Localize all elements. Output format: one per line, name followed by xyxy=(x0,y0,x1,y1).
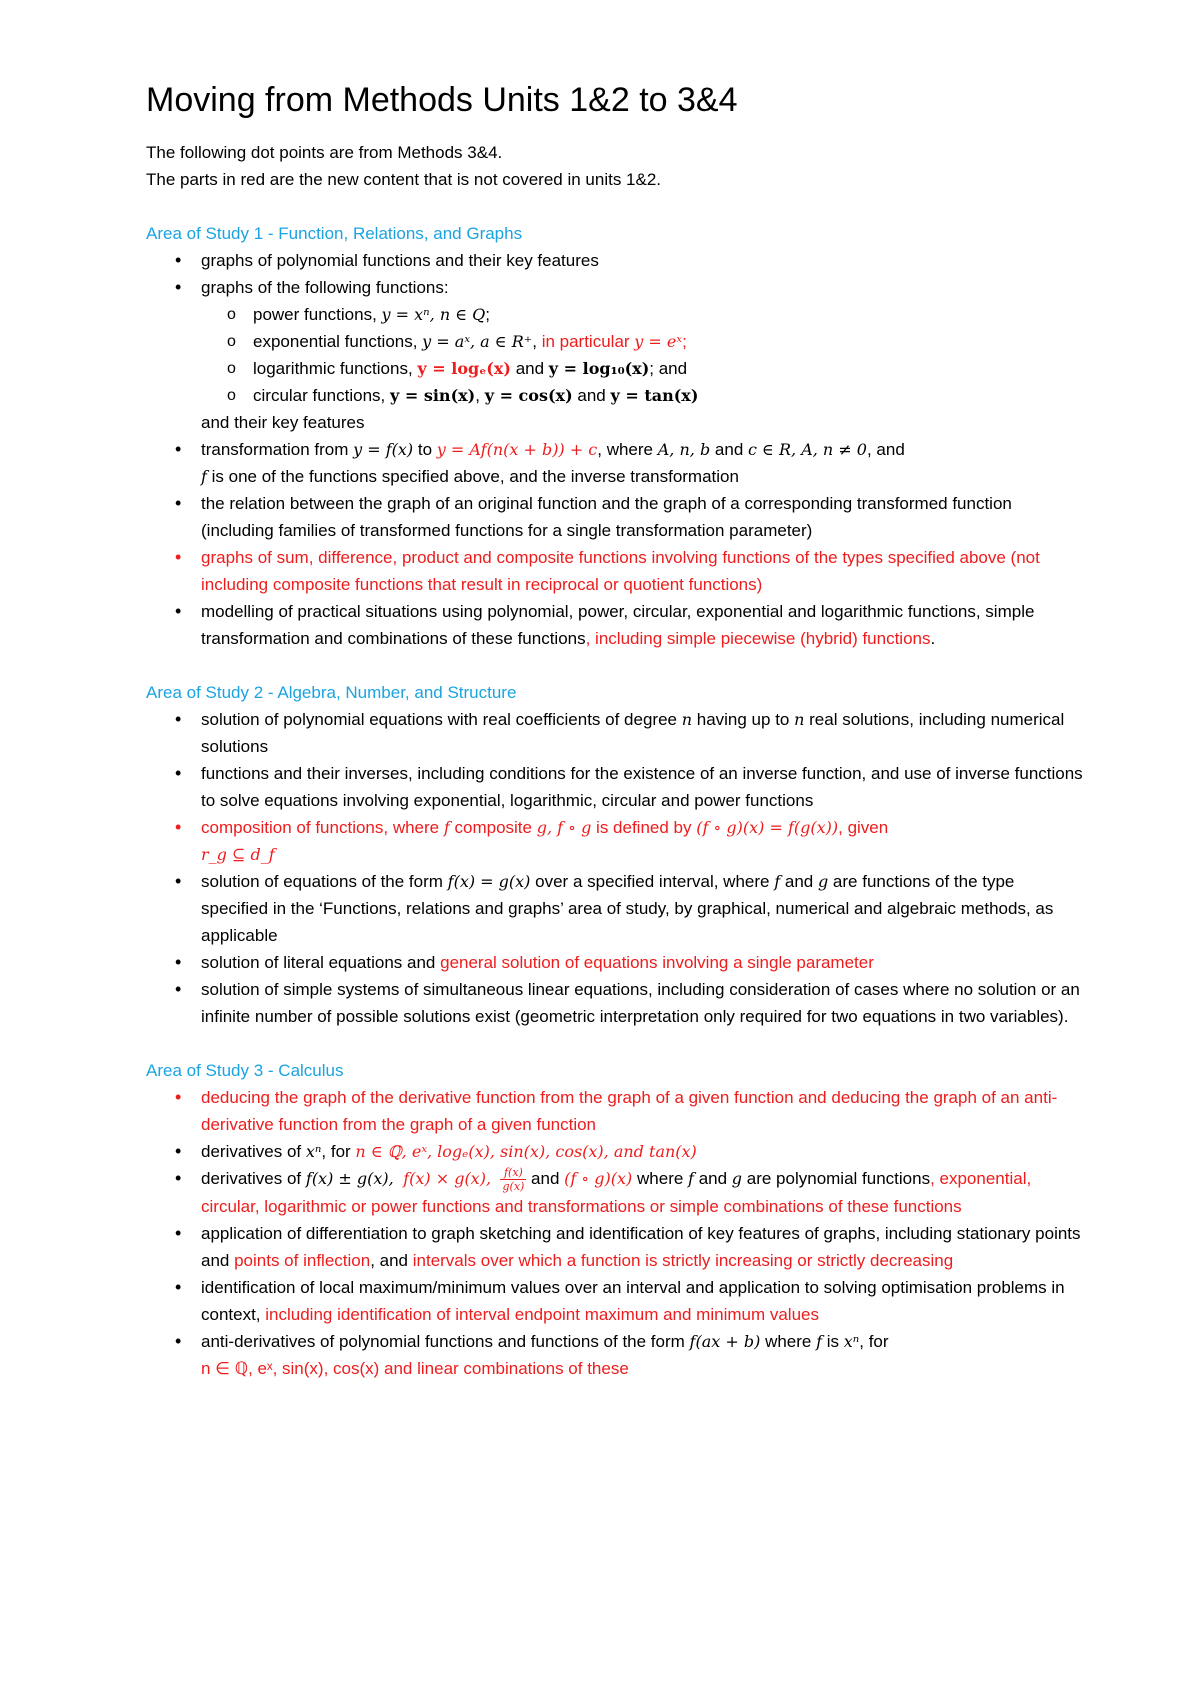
sublist-item xyxy=(253,301,1086,328)
text: , xyxy=(475,385,485,405)
text: ; and xyxy=(649,358,688,378)
math: g xyxy=(817,871,829,891)
aos1-list xyxy=(146,247,1086,652)
text: over a specified interval, where xyxy=(530,871,775,891)
text: are functions of the type specified in the ‘Functions, relations and graphs’ area of study, by graphical, numerical and algebraic methods, as applicable xyxy=(201,871,1054,945)
math: y = tan(x) xyxy=(610,385,699,405)
math: f xyxy=(774,871,781,891)
document-page xyxy=(146,80,1086,1382)
math: f(ax + b) xyxy=(689,1331,761,1351)
new-content-text: , exponential, circular, logarithmic or power functions and transformations or simple combinations of these functions xyxy=(201,1168,1032,1216)
new-content-text: general solution of equations involving a single parameter xyxy=(440,952,874,972)
list-item-text: graphs of the following functions: xyxy=(201,277,449,297)
text: solution of equations of the form xyxy=(201,871,448,891)
math: n xyxy=(794,709,805,729)
text: derivatives of xyxy=(201,1168,306,1188)
list-item xyxy=(201,1138,1086,1165)
math: y = f(x) xyxy=(353,439,414,459)
text: logarithmic functions, xyxy=(253,358,418,378)
text: is defined by xyxy=(591,817,697,837)
list-item: • functions and their inverses, including conditions for the existence of an inverse function, and use of inverse functions to solve equations involving exponential, logarithmic, circular and power functions xyxy=(201,760,1086,814)
text: anti-derivatives of polynomial functions and functions of the form xyxy=(201,1331,690,1351)
math: y = log₁₀(x) xyxy=(548,358,650,378)
text: and xyxy=(572,385,611,405)
list-item xyxy=(201,598,1086,652)
text: is xyxy=(822,1331,844,1351)
text: . xyxy=(930,628,936,648)
math: f xyxy=(201,466,207,486)
text: to xyxy=(413,439,437,459)
new-content-math: y = logₑ(x) xyxy=(417,358,511,378)
math: g xyxy=(731,1168,743,1188)
text: application of differentiation to graph sketching and identification of key features of graphs, including stationary points and xyxy=(201,1223,1081,1270)
aos1-heading: Area of Study 1 - Function, Relations, and Graphs xyxy=(146,223,523,243)
text: and xyxy=(710,439,748,459)
text: and xyxy=(780,871,818,891)
text: where xyxy=(760,1331,817,1351)
fraction-denominator: g(x) xyxy=(502,1179,525,1193)
list-item-new-content: • graphs of sum, difference, product and composite functions involving functions of the types specified above (not including composite functions that result in reciprocal or quotient functions) xyxy=(201,544,1086,598)
text: and xyxy=(693,1168,732,1188)
list-item xyxy=(201,949,1086,976)
text: , for xyxy=(859,1331,889,1351)
text: identification of local maximum/minimum values over an interval and application to solving optimisation problems in context, xyxy=(201,1277,1065,1324)
text: and xyxy=(526,1168,565,1188)
text: , and xyxy=(866,439,905,459)
new-content-math: y = eˣ xyxy=(634,331,683,351)
list-item: • graphs of polynomial functions and their key features xyxy=(201,247,1086,274)
quotient-fraction xyxy=(500,1166,526,1193)
text: circular functions, xyxy=(253,385,390,405)
text: , for xyxy=(321,1141,356,1161)
math: f xyxy=(816,1331,823,1351)
list-item xyxy=(201,1328,1086,1382)
new-content-text: points of inflection xyxy=(234,1250,371,1270)
text: real solutions, including numerical solutions xyxy=(201,709,1065,756)
math: c ∈ R, A, n ≠ 0 xyxy=(748,439,867,459)
text: ; xyxy=(485,304,490,324)
text: solution of polynomial equations with real coefficients of degree xyxy=(201,709,682,729)
math: y = xⁿ, n ∈ Q xyxy=(381,304,486,324)
text: modelling of practical situations using polynomial, power, circular, exponential and logarithmic functions, simple transformation and combinations of these functions xyxy=(201,601,1035,648)
list-item: • solution of simple systems of simultaneous linear equations, including consideration of cases where no solution or an infinite number of possible solutions exist (geometric interpretation only required for two equations in two variables). xyxy=(201,976,1086,1030)
math: y = sin(x) xyxy=(390,385,476,405)
text: , given xyxy=(838,817,889,837)
text: , xyxy=(532,331,542,351)
new-content-text: n ∈ ℚ, eˣ, sin(x), cos(x) and linear combinations of these xyxy=(201,1358,629,1378)
list-item: • the relation between the graph of an original function and the graph of a corresponding transformed function (including families of transformed functions for a single transformation parameter) xyxy=(201,490,1086,544)
text: , and xyxy=(370,1250,413,1270)
new-content-math: f(x) × g(x), xyxy=(403,1168,492,1188)
math: g, f ∘ g xyxy=(536,817,592,837)
page-title: Moving from Methods Units 1&2 to 3&4 xyxy=(146,81,738,119)
text: ; xyxy=(682,331,687,351)
new-content-text: including identification of interval endpoint maximum and minimum values xyxy=(265,1304,819,1324)
math: f(x) ± g(x), xyxy=(305,1168,394,1188)
math: n xyxy=(681,709,693,729)
list-item xyxy=(201,274,1086,436)
math: f xyxy=(443,817,450,837)
math: xⁿ xyxy=(843,1331,860,1351)
aos2-heading: Area of Study 2 - Algebra, Number, and Structure xyxy=(146,682,517,702)
text: power functions, xyxy=(253,304,382,324)
text: are polynomial functions xyxy=(742,1168,931,1188)
list-item xyxy=(201,868,1086,949)
new-content-text: in particular xyxy=(541,331,635,351)
list-item xyxy=(201,706,1086,760)
aos3-heading: Area of Study 3 - Calculus xyxy=(146,1060,344,1080)
intro-line-1: The following dot points are from Methods 3&4. xyxy=(146,142,503,162)
list-item-tail: and their key features xyxy=(201,412,365,432)
math: f xyxy=(688,1168,694,1188)
sublist-item xyxy=(253,382,1086,409)
text: having up to xyxy=(692,709,795,729)
text: where xyxy=(632,1168,689,1188)
aos3-list xyxy=(146,1084,1086,1382)
intro-line-2: The parts in red are the new content that is not covered in units 1&2. xyxy=(146,169,662,189)
text: transformation from xyxy=(201,439,354,459)
text: composition of functions, where xyxy=(201,817,444,837)
list-item xyxy=(201,1274,1086,1328)
list-item-new-content xyxy=(201,814,1086,868)
text: , where xyxy=(597,439,658,459)
math: xⁿ xyxy=(305,1141,322,1161)
math: f(x) = g(x) xyxy=(447,871,531,891)
math: A, n, b xyxy=(657,439,711,459)
new-content-math: y = Af(n(x + b)) + c xyxy=(436,439,598,459)
list-item xyxy=(201,1165,1086,1220)
text: solution of literal equations and xyxy=(201,952,441,972)
text: derivatives of xyxy=(201,1141,306,1161)
new-content-text: intervals over which a function is strictly increasing or strictly decreasing xyxy=(412,1250,954,1270)
intro-text xyxy=(146,139,1086,193)
sublist-item xyxy=(253,355,1086,382)
math: (f ∘ g)(x) = f(g(x)) xyxy=(696,817,839,837)
list-item xyxy=(201,1220,1086,1274)
sublist-item xyxy=(253,328,1086,355)
math: y = aˣ, a ∈ R⁺ xyxy=(422,331,533,351)
new-content-math: (f ∘ g)(x) xyxy=(564,1168,633,1188)
function-sublist xyxy=(201,301,1086,409)
text: exponential functions, xyxy=(253,331,423,351)
new-content-math: n ∈ ℚ, eˣ, logₑ(x), sin(x), cos(x), and tan(x) xyxy=(355,1141,697,1161)
text: is one of the functions specified above, and the inverse transformation xyxy=(206,466,739,486)
fraction-numerator: f(x) xyxy=(500,1166,526,1180)
text: and xyxy=(510,358,549,378)
new-content-text: , including simple piecewise (hybrid) functions xyxy=(585,628,931,648)
math: r_g ⊆ d_f xyxy=(201,844,275,864)
text: composite xyxy=(449,817,537,837)
aos2-list xyxy=(146,706,1086,1030)
list-item-new-content: • deducing the graph of the derivative function from the graph of a given function and deducing the graph of an anti-derivative function from the graph of a given function xyxy=(201,1084,1086,1138)
math: y = cos(x) xyxy=(484,385,573,405)
list-item xyxy=(201,436,1086,490)
